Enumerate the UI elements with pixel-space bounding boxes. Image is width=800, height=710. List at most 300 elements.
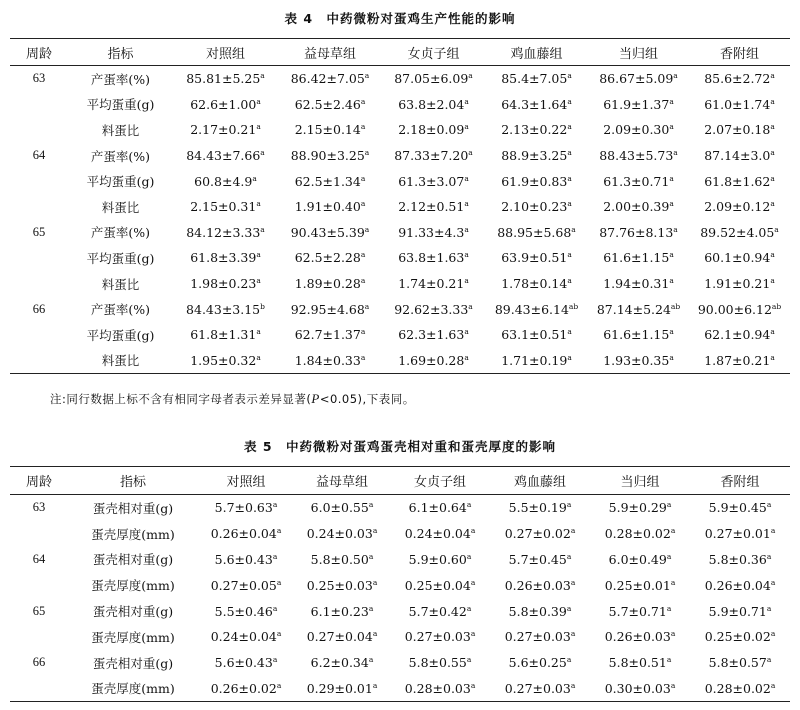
significance-letter: a	[464, 96, 469, 106]
value-cell	[382, 296, 485, 322]
value-text: 2.17±0.21	[190, 122, 257, 138]
value-text: 90.43±5.39	[290, 224, 365, 240]
value-text: 6.0±0.49	[608, 551, 667, 567]
significance-letter: a	[464, 224, 469, 234]
value-text: 63.8±1.63	[398, 250, 465, 266]
value-text: 92.95±4.68	[290, 301, 365, 317]
significance-letter: a	[669, 327, 674, 337]
significance-letter: a	[276, 526, 282, 536]
value-text: 1.98±0.23	[190, 276, 257, 292]
significance-letter: a	[470, 577, 476, 587]
value-text: 0.26±0.03	[504, 577, 571, 593]
significance-letter: a	[256, 275, 261, 285]
value-text: 1.74±0.21	[398, 276, 465, 292]
significance-letter: a	[276, 577, 282, 587]
table4-header-cell: 指标	[107, 46, 134, 62]
table5-body	[10, 495, 790, 702]
value-text: 5.8±0.57	[708, 655, 767, 671]
value-text: 62.1±0.94	[704, 327, 771, 343]
significance-letter: a	[256, 327, 261, 337]
significance-letter: a	[364, 301, 370, 311]
value-text: 1.84±0.33	[294, 352, 361, 368]
value-cell	[278, 322, 382, 348]
significance-letter: a	[670, 526, 676, 536]
value-cell	[689, 92, 790, 118]
significance-letter: a	[770, 147, 775, 157]
value-cell	[278, 92, 382, 118]
value-cell	[382, 66, 485, 92]
table5-header-cell: 指标	[119, 475, 146, 490]
significance-letter: a	[666, 603, 672, 613]
value-cell	[590, 650, 690, 676]
value-cell	[690, 572, 790, 598]
table-row	[10, 348, 790, 374]
value-cell	[294, 676, 390, 702]
table-row	[10, 271, 790, 297]
value-cell	[689, 348, 790, 374]
significance-letter: a	[360, 352, 366, 362]
table-row	[10, 624, 790, 650]
value-text: 61.0±1.74	[704, 96, 771, 112]
significance-letter: a	[669, 250, 674, 260]
value-cell	[278, 220, 382, 246]
value-cell	[390, 624, 490, 650]
value-cell	[588, 92, 689, 118]
value-text: 2.15±0.14	[294, 122, 361, 138]
significance-letter: ab	[568, 301, 579, 311]
value-cell	[689, 220, 790, 246]
significance-letter: a	[770, 577, 776, 587]
significance-letter: a	[272, 655, 278, 665]
table5-header-cell: 周龄	[25, 475, 52, 490]
value-text: 5.7±0.42	[408, 603, 467, 619]
value-text: 0.27±0.03	[504, 680, 571, 696]
table-row	[10, 168, 790, 194]
table4-header-cell: 周龄	[25, 46, 52, 62]
table5-title: 表 5 中药微粉对蛋鸡蛋壳相对重和蛋壳厚度的影响	[243, 439, 557, 454]
significance-letter: a	[360, 96, 366, 106]
significance-letter: a	[567, 275, 572, 285]
value-cell	[294, 521, 390, 547]
table-row	[10, 572, 790, 598]
indicator-cell: 蛋壳相对重(g)	[92, 552, 174, 568]
value-text: 88.95±5.68	[497, 224, 572, 240]
week-cell: 63	[32, 500, 46, 515]
significance-letter: a	[571, 224, 576, 234]
value-cell	[588, 220, 689, 246]
value-cell	[689, 117, 790, 143]
value-text: 62.5±2.46	[294, 96, 361, 112]
significance-letter: a	[567, 96, 572, 106]
value-text: 0.24±0.04	[404, 526, 471, 542]
significance-letter: a	[464, 173, 469, 183]
value-text: 5.9±0.60	[408, 551, 467, 567]
value-text: 0.27±0.04	[306, 629, 373, 645]
value-cell	[278, 194, 382, 220]
value-text: 90.00±6.12	[697, 301, 772, 317]
week-cell: 65	[32, 603, 46, 618]
week-cell	[10, 521, 68, 547]
significance-letter: a	[670, 680, 676, 690]
value-text: 0.26±0.04	[704, 577, 771, 593]
significance-letter: a	[256, 96, 261, 106]
value-cell	[173, 117, 278, 143]
value-text: 5.9±0.29	[608, 500, 667, 516]
week-cell	[10, 322, 68, 348]
value-text: 5.6±0.43	[214, 655, 273, 671]
significance-letter: a	[256, 352, 261, 362]
value-text: 62.7±1.37	[294, 327, 361, 343]
value-text: 87.14±5.24	[596, 301, 671, 317]
value-cell	[390, 676, 490, 702]
value-cell	[382, 168, 485, 194]
table5-header-cell: 女贞子组	[413, 475, 466, 490]
value-text: 0.27±0.01	[704, 526, 771, 542]
significance-letter: a	[770, 122, 775, 132]
value-text: 5.8±0.51	[608, 655, 667, 671]
table-row	[10, 143, 790, 169]
significance-letter: a	[364, 71, 370, 81]
value-cell	[382, 143, 485, 169]
value-cell	[588, 117, 689, 143]
significance-letter: a	[673, 224, 678, 234]
value-text: 0.30±0.03	[604, 680, 671, 696]
week-cell	[10, 92, 68, 118]
value-text: 0.24±0.04	[210, 629, 277, 645]
significance-letter: a	[360, 173, 366, 183]
significance-letter: a	[464, 122, 469, 132]
value-text: 0.26±0.03	[604, 629, 671, 645]
value-text: 5.6±0.25	[508, 655, 567, 671]
value-text: 5.7±0.45	[508, 551, 567, 567]
value-cell	[390, 521, 490, 547]
week-cell	[10, 245, 68, 271]
value-cell	[173, 245, 278, 271]
table-row	[10, 220, 790, 246]
value-text: 0.27±0.05	[210, 577, 277, 593]
significance-letter: a	[252, 173, 257, 183]
significance-letter: a	[468, 71, 473, 81]
value-cell	[690, 624, 790, 650]
value-cell	[485, 245, 588, 271]
table-row	[10, 194, 790, 220]
value-text: 61.6±1.15	[603, 250, 670, 266]
significance-letter: a	[669, 352, 674, 362]
significance-letter: a	[770, 352, 775, 362]
value-text: 2.10±0.23	[501, 199, 568, 215]
significance-letter: a	[567, 199, 572, 209]
value-text: 6.1±0.23	[310, 603, 369, 619]
value-text: 2.00±0.39	[603, 199, 670, 215]
value-cell	[198, 572, 294, 598]
significance-letter: ab	[670, 301, 681, 311]
value-text: 1.91±0.21	[704, 276, 771, 292]
value-cell	[173, 168, 278, 194]
table-row	[10, 92, 790, 118]
significance-letter: a	[770, 275, 775, 285]
significance-letter: a	[364, 224, 370, 234]
significance-letter: a	[770, 629, 776, 639]
value-text: 84.12±3.33	[186, 224, 261, 240]
value-text: 0.25±0.01	[604, 577, 671, 593]
indicator-cell: 平均蛋重(g)	[86, 174, 155, 190]
value-text: 62.5±2.28	[294, 250, 361, 266]
significance-letter: a	[766, 603, 772, 613]
value-text: 1.78±0.14	[501, 276, 568, 292]
value-cell	[690, 676, 790, 702]
value-cell	[689, 245, 790, 271]
value-cell	[490, 598, 590, 624]
value-text: 1.91±0.40	[294, 199, 361, 215]
indicator-cell: 料蛋比	[101, 122, 140, 138]
value-text: 89.43±6.14	[494, 301, 569, 317]
value-text: 5.5±0.46	[214, 603, 273, 619]
value-cell	[278, 271, 382, 297]
value-cell	[390, 495, 490, 521]
value-text: 62.5±1.34	[294, 173, 361, 189]
value-cell	[173, 220, 278, 246]
value-text: 5.8±0.39	[508, 603, 567, 619]
significance-letter: a	[272, 500, 278, 510]
value-text: 91.33±4.3	[398, 224, 465, 240]
significance-letter: a	[570, 526, 576, 536]
value-text: 86.67±5.09	[599, 71, 674, 87]
significance-letter: a	[372, 526, 378, 536]
value-text: 61.9±1.37	[603, 96, 670, 112]
value-text: 0.25±0.03	[306, 577, 373, 593]
significance-letter: a	[669, 275, 674, 285]
significance-letter: a	[567, 250, 572, 260]
table-row	[10, 245, 790, 271]
value-cell	[689, 168, 790, 194]
value-text: 6.0±0.55	[310, 500, 369, 516]
table5	[10, 466, 790, 702]
value-cell	[278, 143, 382, 169]
value-text: 0.26±0.04	[210, 526, 277, 542]
value-text: 84.43±7.66	[186, 148, 261, 164]
value-cell	[382, 220, 485, 246]
table-row	[10, 650, 790, 676]
value-cell	[278, 245, 382, 271]
significance-letter: a	[770, 173, 775, 183]
significance-letter: a	[260, 147, 265, 157]
value-cell	[390, 598, 490, 624]
significance-letter: a	[372, 577, 378, 587]
significance-letter: a	[256, 199, 261, 209]
value-text: 85.4±7.05	[501, 71, 568, 87]
value-text: 5.8±0.36	[708, 551, 767, 567]
value-text: 61.3±3.07	[398, 173, 465, 189]
significance-letter: a	[260, 224, 265, 234]
value-text: 1.69±0.28	[398, 352, 465, 368]
value-cell	[485, 220, 588, 246]
indicator-cell: 蛋壳相对重(g)	[92, 655, 174, 671]
week-cell: 66	[32, 655, 46, 670]
value-cell	[382, 245, 485, 271]
value-cell	[294, 624, 390, 650]
value-cell	[490, 547, 590, 573]
value-cell	[490, 676, 590, 702]
value-text: 88.90±3.25	[290, 148, 365, 164]
table-row	[10, 322, 790, 348]
significance-letter: a	[360, 327, 366, 337]
value-text: 2.09±0.30	[603, 122, 670, 138]
value-text: 6.1±0.64	[408, 500, 467, 516]
value-text: 0.28±0.03	[404, 680, 471, 696]
value-cell	[173, 143, 278, 169]
table4-header-cell: 鸡血藤组	[510, 46, 563, 62]
table4-header-cell: 女贞子组	[407, 46, 460, 62]
value-cell	[382, 348, 485, 374]
indicator-cell: 蛋壳相对重(g)	[92, 604, 174, 620]
value-text: 5.8±0.50	[310, 551, 369, 567]
significance-letter: a	[669, 199, 674, 209]
indicator-cell: 蛋壳相对重(g)	[92, 500, 174, 516]
value-text: 64.3±1.64	[501, 96, 568, 112]
indicator-cell: 蛋壳厚度(mm)	[91, 629, 175, 645]
significance-letter: a	[669, 122, 674, 132]
value-cell	[590, 547, 690, 573]
value-cell	[689, 194, 790, 220]
value-cell	[382, 92, 485, 118]
value-text: 61.8±1.62	[704, 173, 771, 189]
significance-letter: a	[670, 629, 676, 639]
significance-letter: a	[364, 147, 370, 157]
value-cell	[490, 650, 590, 676]
value-text: 61.9±0.83	[501, 173, 568, 189]
value-cell	[294, 495, 390, 521]
value-cell	[198, 650, 294, 676]
value-text: 84.43±3.15	[186, 301, 261, 317]
value-cell	[588, 348, 689, 374]
table-row	[10, 598, 790, 624]
value-cell	[382, 322, 485, 348]
table5-header-cell: 当归组	[620, 475, 660, 490]
value-cell	[690, 598, 790, 624]
value-text: 0.27±0.02	[504, 526, 571, 542]
significance-letter: a	[566, 655, 572, 665]
significance-letter: a	[368, 500, 374, 510]
significance-letter: a	[770, 96, 775, 106]
value-cell	[278, 66, 382, 92]
table4	[10, 38, 790, 374]
table4-header-cell: 对照组	[205, 46, 245, 62]
significance-letter: a	[368, 655, 374, 665]
significance-letter: a	[567, 71, 572, 81]
significance-letter: a	[360, 122, 366, 132]
table4-header-cell: 香附组	[719, 46, 759, 62]
note-suffix: <0.05),下表同。	[319, 392, 415, 406]
significance-letter: a	[567, 327, 572, 337]
significance-letter: a	[766, 655, 772, 665]
value-text: 63.9±0.51	[501, 250, 568, 266]
value-cell	[198, 676, 294, 702]
value-cell	[173, 348, 278, 374]
table5-header-cell: 鸡血藤组	[513, 475, 566, 490]
value-text: 0.28±0.02	[604, 526, 671, 542]
significance-letter: a	[670, 577, 676, 587]
value-cell	[588, 322, 689, 348]
week-cell	[10, 168, 68, 194]
value-text: 0.29±0.01	[306, 680, 373, 696]
table5-header-row	[10, 467, 790, 495]
value-text: 1.89±0.28	[294, 276, 361, 292]
value-cell	[198, 624, 294, 650]
value-cell	[278, 296, 382, 322]
significance-letter: a	[470, 680, 476, 690]
indicator-cell: 料蛋比	[101, 353, 140, 369]
value-cell	[689, 143, 790, 169]
significance-letter: a	[669, 173, 674, 183]
value-cell	[588, 194, 689, 220]
indicator-cell: 料蛋比	[101, 199, 140, 215]
value-cell	[485, 66, 588, 92]
value-text: 0.27±0.03	[404, 629, 471, 645]
week-cell: 63	[32, 71, 46, 86]
value-cell	[588, 66, 689, 92]
significance-letter: a	[570, 629, 576, 639]
value-text: 62.6±1.00	[190, 96, 257, 112]
significance-letter: a	[464, 250, 469, 260]
value-text: 87.33±7.20	[394, 148, 469, 164]
value-cell	[689, 322, 790, 348]
significance-letter: a	[256, 250, 261, 260]
value-cell	[485, 296, 588, 322]
significance-letter: a	[360, 199, 366, 209]
significance-letter: a	[567, 147, 572, 157]
value-text: 87.14±3.0	[704, 148, 771, 164]
week-cell	[10, 271, 68, 297]
value-cell	[294, 572, 390, 598]
significance-letter: a	[260, 71, 265, 81]
value-text: 0.28±0.02	[704, 680, 771, 696]
table-row	[10, 547, 790, 573]
value-text: 2.18±0.09	[398, 122, 465, 138]
value-cell	[198, 521, 294, 547]
value-text: 63.1±0.51	[501, 327, 568, 343]
value-text: 0.25±0.04	[404, 577, 471, 593]
indicator-cell: 产蛋率(%)	[90, 148, 151, 164]
indicator-cell: 平均蛋重(g)	[86, 97, 155, 113]
value-text: 88.43±5.73	[599, 148, 674, 164]
table-row	[10, 521, 790, 547]
value-cell	[382, 271, 485, 297]
significance-letter: a	[466, 603, 472, 613]
value-cell	[689, 296, 790, 322]
significance-letter: a	[770, 250, 775, 260]
table4-header-cell: 益母草组	[303, 46, 356, 62]
value-text: 60.1±0.94	[704, 250, 771, 266]
value-cell	[278, 117, 382, 143]
value-text: 0.25±0.02	[704, 629, 771, 645]
value-cell	[690, 547, 790, 573]
week-cell	[10, 572, 68, 598]
table4-title: 表 4 中药微粉对蛋鸡生产性能的影响	[284, 11, 516, 26]
significance-letter: a	[673, 147, 678, 157]
value-text: 6.2±0.34	[310, 655, 369, 671]
significance-letter: a	[566, 603, 572, 613]
value-text: 85.81±5.25	[186, 71, 261, 87]
value-cell	[490, 521, 590, 547]
significance-letter: a	[276, 680, 282, 690]
week-cell: 64	[32, 148, 46, 163]
table-row	[10, 676, 790, 702]
significance-letter: a	[770, 71, 775, 81]
value-cell	[588, 296, 689, 322]
value-cell	[590, 598, 690, 624]
value-text: 60.8±4.9	[194, 173, 253, 189]
value-cell	[588, 168, 689, 194]
